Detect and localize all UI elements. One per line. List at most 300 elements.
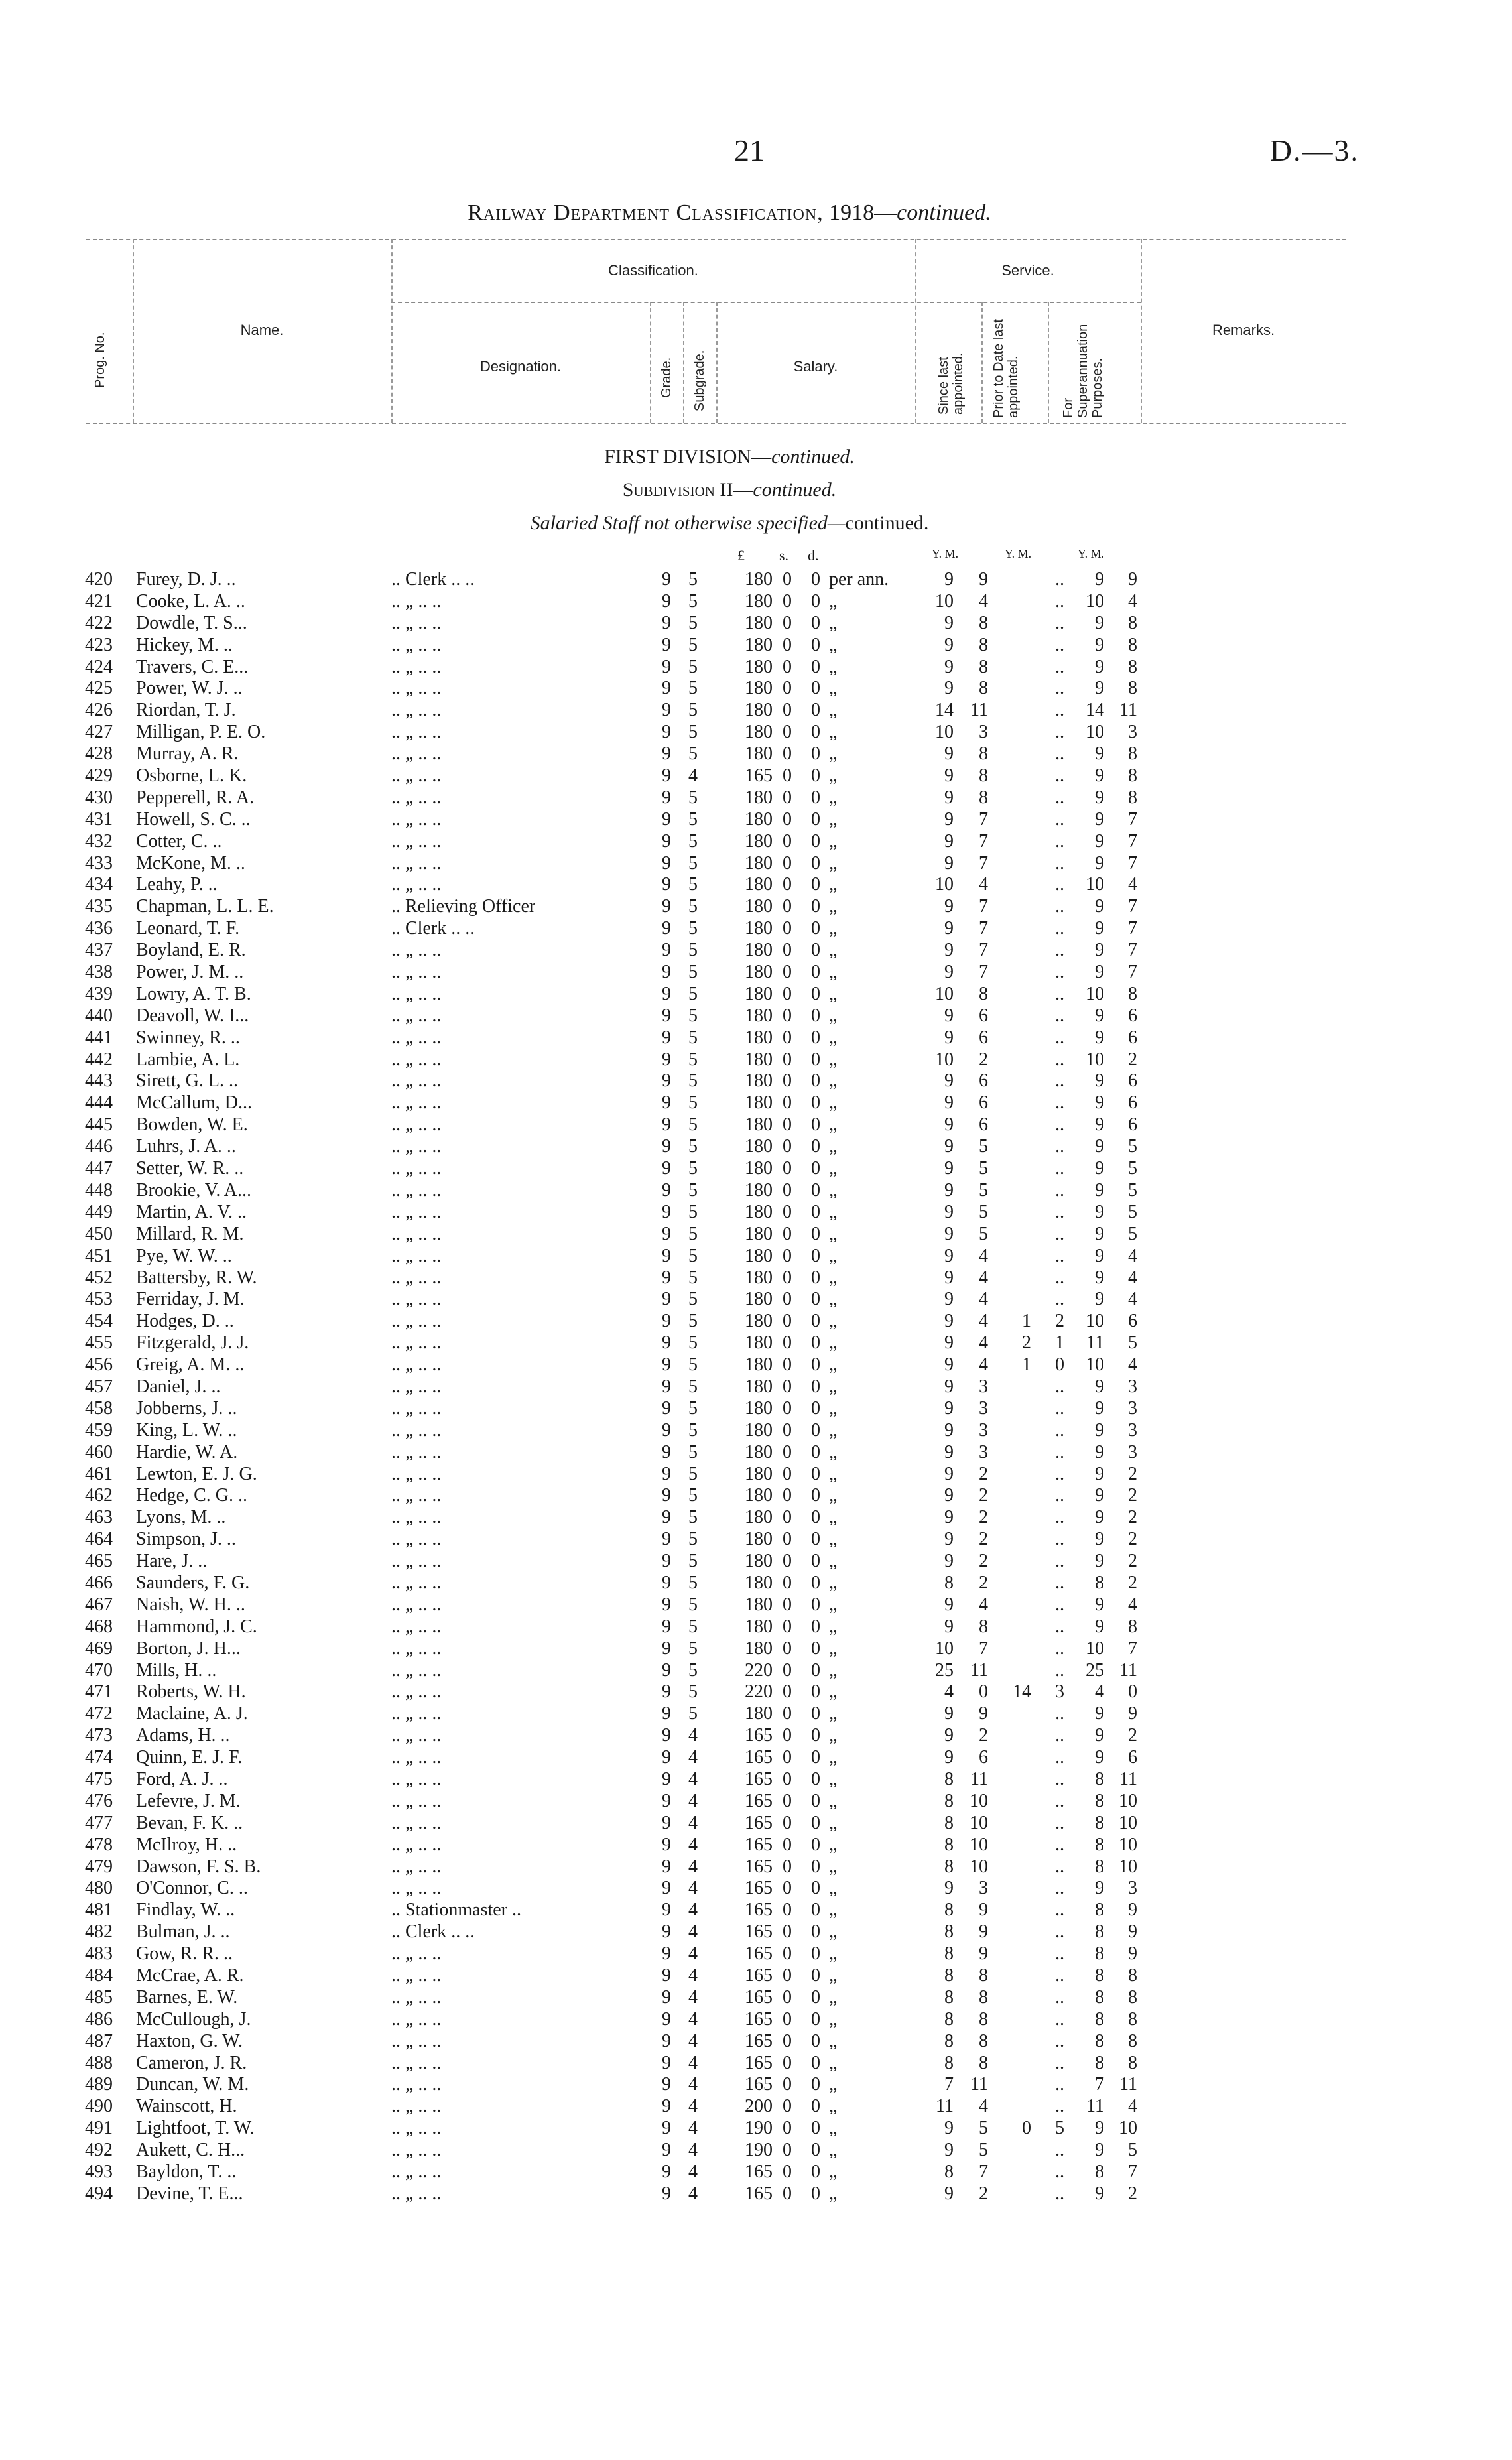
salary-pence: 0	[811, 1878, 820, 1899]
employee-name: Boyland, E. R.	[136, 940, 246, 961]
since-last-months: 4	[979, 1245, 988, 1266]
since-last-years: 8	[944, 1943, 954, 1965]
salary-period: „	[829, 1965, 838, 1986]
since-last-months: 8	[979, 634, 988, 655]
grade: 9	[662, 918, 671, 939]
super-years: 11	[1086, 2096, 1104, 2117]
super-years: 10	[1086, 722, 1104, 743]
since-last-months: 2	[979, 1507, 988, 1528]
designation: .. „ .. ..	[391, 1441, 442, 1462]
salary-pence: 0	[811, 1376, 820, 1397]
since-last-years: 9	[944, 1201, 954, 1222]
grade: 9	[662, 1332, 671, 1354]
table-row	[0, 853, 1512, 875]
staff-heading	[199, 512, 1260, 535]
since-last-years: 10	[935, 983, 954, 1004]
super-years: 9	[1095, 1878, 1104, 1899]
salary-period: „	[829, 590, 838, 612]
table-row	[0, 1681, 1512, 1703]
super-months: 8	[1128, 678, 1137, 699]
since-last-months: 9	[979, 1900, 988, 1921]
employee-name: Millard, R. M.	[136, 1223, 244, 1244]
designation: .. „ .. ..	[391, 2052, 442, 2073]
since-last-months: 4	[979, 1332, 988, 1354]
salary-pounds: 180	[745, 983, 773, 1004]
salary-shillings: 0	[783, 1703, 792, 1724]
salary-pence: 0	[811, 1594, 820, 1615]
prog-number: 457	[85, 1376, 113, 1397]
salary-shillings: 0	[783, 2030, 792, 2051]
salary-pence: 0	[811, 1179, 820, 1200]
header-prior-to: Prior to Date last appointed.	[991, 319, 1021, 418]
since-last-years: 9	[944, 1332, 954, 1354]
salary-pence: 0	[811, 765, 820, 787]
super-years: 9	[1095, 1747, 1104, 1768]
prog-number: 465	[85, 1551, 113, 1572]
table-row	[0, 787, 1512, 809]
prog-number: 471	[85, 1681, 113, 1703]
salary-shillings: 0	[783, 1441, 792, 1462]
super-years: 9	[1095, 1027, 1104, 1048]
prior-months: ..	[1055, 590, 1064, 612]
super-months: 8	[1128, 1616, 1137, 1637]
salary-pounds: 165	[745, 2008, 773, 2030]
prog-number: 435	[85, 896, 113, 917]
super-months: 8	[1128, 2052, 1137, 2073]
salary-shillings: 0	[783, 1223, 792, 1244]
super-months: 10	[1119, 1790, 1137, 1811]
salary-pounds: 180	[745, 1397, 773, 1419]
salary-shillings: 0	[783, 2096, 792, 2117]
super-years: 9	[1095, 1070, 1104, 1092]
grade: 9	[662, 744, 671, 765]
since-last-months: 9	[979, 1703, 988, 1724]
subgrade: 4	[688, 765, 698, 787]
salary-period: „	[829, 1049, 838, 1070]
header-service: Service.	[1001, 262, 1054, 279]
employee-name: Duncan, W. M.	[136, 2074, 249, 2095]
salary-shillings: 0	[783, 1572, 792, 1593]
super-years: 9	[1095, 634, 1104, 655]
salary-pence: 0	[811, 1616, 820, 1637]
salary-pounds: 180	[745, 1485, 773, 1506]
prior-years: 2	[1022, 1332, 1031, 1354]
salary-pence: 0	[811, 1986, 820, 2008]
prior-months: ..	[1055, 1070, 1064, 1092]
salary-period: „	[829, 765, 838, 787]
since-last-years: 8	[944, 2162, 954, 2183]
subdivision-label: Subdivision II—	[622, 479, 753, 501]
salary-period: „	[829, 1267, 838, 1288]
since-last-months: 10	[970, 1856, 988, 1877]
salary-period: „	[829, 940, 838, 961]
grade: 9	[662, 1158, 671, 1179]
grade: 9	[662, 2074, 671, 2095]
salary-pence: 0	[811, 787, 820, 808]
since-last-months: 5	[979, 1158, 988, 1179]
employee-name: Hardie, W. A.	[136, 1441, 238, 1462]
salary-shillings: 0	[783, 1638, 792, 1659]
subgrade: 5	[688, 1311, 698, 1332]
table-row	[0, 1791, 1512, 1813]
salary-pence: 0	[811, 1812, 820, 1833]
salary-period: „	[829, 1376, 838, 1397]
since-last-years: 25	[935, 1659, 954, 1681]
salary-pence: 0	[811, 940, 820, 961]
since-last-years: 14	[935, 700, 954, 721]
since-last-years: 8	[944, 2030, 954, 2051]
salary-period: „	[829, 787, 838, 808]
salary-pounds: 165	[745, 1812, 773, 1833]
designation: .. „ .. ..	[391, 2074, 442, 2095]
table-row	[0, 765, 1512, 787]
salary-pence: 0	[811, 1136, 820, 1157]
subgrade: 5	[688, 634, 698, 655]
division-continued: continued.	[771, 446, 855, 468]
salary-pounds: 180	[745, 1529, 773, 1550]
salary-pence: 0	[811, 809, 820, 830]
employee-name: Osborne, L. K.	[136, 765, 247, 787]
subgrade: 5	[688, 700, 698, 721]
table-row	[0, 1246, 1512, 1267]
since-last-months: 7	[979, 830, 988, 852]
salary-pounds: 180	[745, 1223, 773, 1244]
designation: .. „ .. ..	[391, 678, 442, 699]
designation: .. „ .. ..	[391, 809, 442, 830]
prog-number: 421	[85, 590, 113, 612]
super-years: 9	[1095, 1267, 1104, 1288]
since-last-months: 7	[979, 2162, 988, 2183]
salary-pence: 0	[811, 1965, 820, 1986]
designation: .. „ .. ..	[391, 962, 442, 983]
salary-pence: 0	[811, 634, 820, 655]
subgrade: 5	[688, 852, 698, 874]
super-months: 6	[1128, 1092, 1137, 1114]
salary-pounds: 165	[745, 1965, 773, 1986]
since-last-months: 4	[979, 1354, 988, 1376]
subgrade: 5	[688, 1485, 698, 1506]
salary-pence: 0	[811, 1245, 820, 1266]
since-last-years: 9	[944, 1529, 954, 1550]
since-last-years: 9	[944, 634, 954, 655]
grade: 9	[662, 1659, 671, 1681]
designation: .. „ .. ..	[391, 2162, 442, 2183]
table-row	[0, 874, 1512, 896]
super-months: 6	[1128, 1747, 1137, 1768]
designation: .. „ .. ..	[391, 1986, 442, 2008]
since-last-months: 6	[979, 1747, 988, 1768]
employee-name: Lowry, A. T. B.	[136, 983, 251, 1004]
prior-years: 14	[1013, 1681, 1031, 1703]
since-last-years: 8	[944, 1834, 954, 1855]
designation: .. „ .. ..	[391, 1485, 442, 1506]
employee-name: Pepperell, R. A.	[136, 787, 255, 808]
since-last-years: 9	[944, 1485, 954, 1506]
prior-months: ..	[1055, 896, 1064, 917]
designation: .. „ .. ..	[391, 1354, 442, 1376]
employee-name: Power, W. J. ..	[136, 678, 243, 699]
table-row	[0, 2031, 1512, 2053]
designation: .. „ .. ..	[391, 1747, 442, 1768]
super-months: 0	[1128, 1681, 1137, 1703]
salary-pounds: 180	[745, 787, 773, 808]
subgrade: 5	[688, 1659, 698, 1681]
super-years: 9	[1095, 1005, 1104, 1026]
prog-number: 433	[85, 852, 113, 874]
super-years: 9	[1095, 809, 1104, 830]
super-months: 8	[1128, 787, 1137, 808]
subgrade: 4	[688, 1812, 698, 1833]
grade: 9	[662, 1986, 671, 2008]
super-months: 5	[1128, 1332, 1137, 1354]
salary-pounds: 200	[745, 2096, 773, 2117]
employee-name: Travers, C. E...	[136, 656, 249, 677]
salary-period: „	[829, 2008, 838, 2030]
subgrade: 4	[688, 2096, 698, 2117]
table-row	[0, 1725, 1512, 1747]
prog-number: 450	[85, 1223, 113, 1244]
since-last-years: 8	[944, 1921, 954, 1943]
super-months: 11	[1119, 2074, 1137, 2095]
subgrade: 4	[688, 2140, 698, 2161]
salary-pence: 0	[811, 1419, 820, 1441]
subgrade: 5	[688, 1223, 698, 1244]
super-months: 2	[1128, 1551, 1137, 1572]
super-months: 3	[1128, 722, 1137, 743]
since-last-months: 5	[979, 2118, 988, 2139]
super-months: 3	[1128, 1441, 1137, 1462]
designation: .. „ .. ..	[391, 852, 442, 874]
salary-period: „	[829, 1179, 838, 1200]
super-years: 9	[1095, 569, 1104, 590]
salary-period: „	[829, 1790, 838, 1811]
designation: .. „ .. ..	[391, 1201, 442, 1222]
subgrade: 4	[688, 2030, 698, 2051]
title-main: Railway Department Classification,	[468, 200, 824, 225]
since-last-years: 9	[944, 1594, 954, 1615]
super-months: 6	[1128, 1114, 1137, 1135]
employee-name: Lyons, M. ..	[136, 1507, 226, 1528]
super-months: 5	[1128, 1136, 1137, 1157]
grade: 9	[662, 1463, 671, 1484]
designation: .. „ .. ..	[391, 1529, 442, 1550]
super-months: 2	[1128, 1507, 1137, 1528]
subgrade: 5	[688, 1441, 698, 1462]
grade: 9	[662, 612, 671, 633]
salary-pence: 0	[811, 1463, 820, 1484]
grade: 9	[662, 1616, 671, 1637]
grade: 9	[662, 1005, 671, 1026]
prior-years: 1	[1022, 1354, 1031, 1376]
salary-shillings: 0	[783, 569, 792, 590]
salary-shillings: 0	[783, 1921, 792, 1943]
super-months: 11	[1119, 700, 1137, 721]
salary-pounds: 180	[745, 1419, 773, 1441]
title-continued: continued.	[897, 200, 991, 225]
table-row	[0, 635, 1512, 657]
prog-number: 449	[85, 1201, 113, 1222]
salary-shillings: 0	[783, 1267, 792, 1288]
since-last-years: 7	[944, 2074, 954, 2095]
since-last-months: 9	[979, 569, 988, 590]
subgrade: 5	[688, 1616, 698, 1637]
since-last-months: 8	[979, 1616, 988, 1637]
table-row	[0, 1987, 1512, 2009]
since-last-years: 9	[944, 1223, 954, 1244]
salary-pounds: 180	[745, 1507, 773, 1528]
designation: .. „ .. ..	[391, 1397, 442, 1419]
since-last-months: 4	[979, 1311, 988, 1332]
table-row	[0, 678, 1512, 700]
salary-shillings: 0	[783, 1397, 792, 1419]
super-years: 9	[1095, 918, 1104, 939]
prog-number: 484	[85, 1965, 113, 1986]
since-last-months: 4	[979, 2096, 988, 2117]
subgrade: 5	[688, 612, 698, 633]
employee-name: Murray, A. R.	[136, 744, 239, 765]
subgrade: 4	[688, 1790, 698, 1811]
table-row	[0, 1202, 1512, 1224]
designation: .. „ .. ..	[391, 1158, 442, 1179]
grade: 9	[662, 2118, 671, 2139]
salary-shillings: 0	[783, 1856, 792, 1877]
grade: 9	[662, 830, 671, 852]
salary-pounds: 180	[745, 656, 773, 677]
grade: 9	[662, 1092, 671, 1114]
since-last-months: 3	[979, 1419, 988, 1441]
subgrade: 4	[688, 1725, 698, 1746]
grade: 9	[662, 1747, 671, 1768]
since-last-years: 8	[944, 1856, 954, 1877]
super-years: 9	[1095, 765, 1104, 787]
salary-shillings: 0	[783, 700, 792, 721]
since-last-months: 8	[979, 2008, 988, 2030]
salary-shillings: 0	[783, 1551, 792, 1572]
grade: 9	[662, 809, 671, 830]
since-last-years: 9	[944, 656, 954, 677]
salary-pounds: 180	[745, 1245, 773, 1266]
since-last-months: 3	[979, 1376, 988, 1397]
salary-period: „	[829, 1201, 838, 1222]
subgrade: 5	[688, 1397, 698, 1419]
salary-shillings: 0	[783, 1136, 792, 1157]
salary-pence: 0	[811, 1790, 820, 1811]
designation: .. „ .. ..	[391, 1267, 442, 1288]
salary-shillings: 0	[783, 1594, 792, 1615]
prog-number: 438	[85, 962, 113, 983]
super-months: 3	[1128, 1397, 1137, 1419]
since-last-months: 8	[979, 765, 988, 787]
since-last-months: 9	[979, 1921, 988, 1943]
employee-name: Lewton, E. J. G.	[136, 1463, 257, 1484]
super-years: 8	[1095, 2052, 1104, 2073]
subgrade: 4	[688, 1878, 698, 1899]
salary-period: „	[829, 1900, 838, 1921]
salary-period: „	[829, 1223, 838, 1244]
grade: 9	[662, 1681, 671, 1703]
prior-months: ..	[1055, 1703, 1064, 1724]
since-last-years: 9	[944, 1376, 954, 1397]
salary-pence: 0	[811, 656, 820, 677]
since-last-months: 8	[979, 1965, 988, 1986]
subgrade: 5	[688, 569, 698, 590]
salary-pence: 0	[811, 2074, 820, 2095]
salary-pounds: 180	[745, 569, 773, 590]
super-months: 4	[1128, 1245, 1137, 1266]
salary-pence: 0	[811, 962, 820, 983]
super-years: 10	[1086, 1311, 1104, 1332]
employee-name: Simpson, J. ..	[136, 1529, 236, 1550]
salary-pence: 0	[811, 1529, 820, 1550]
designation: .. „ .. ..	[391, 1049, 442, 1070]
since-last-years: 8	[944, 1986, 954, 2008]
salary-shillings: 0	[783, 765, 792, 787]
prog-number: 461	[85, 1463, 113, 1484]
salary-shillings: 0	[783, 1681, 792, 1703]
super-months: 4	[1128, 590, 1137, 612]
grade: 9	[662, 1201, 671, 1222]
prog-number: 431	[85, 809, 113, 830]
prior-months: ..	[1055, 1485, 1064, 1506]
salary-pence: 0	[811, 590, 820, 612]
super-months: 6	[1128, 1027, 1137, 1048]
grade: 9	[662, 1834, 671, 1855]
super-years: 8	[1095, 1986, 1104, 2008]
grade: 9	[662, 1790, 671, 1811]
subdivision-heading	[199, 479, 1260, 501]
subgrade: 4	[688, 2118, 698, 2139]
since-last-years: 9	[944, 1725, 954, 1746]
prior-months: ..	[1055, 962, 1064, 983]
super-years: 9	[1095, 1158, 1104, 1179]
designation: .. Relieving Officer	[391, 896, 536, 917]
prior-months: ..	[1055, 1136, 1064, 1157]
salary-pence: 0	[811, 830, 820, 852]
designation: .. „ .. ..	[391, 1114, 442, 1135]
prog-number: 493	[85, 2162, 113, 2183]
salary-period: „	[829, 1245, 838, 1266]
super-months: 11	[1119, 1659, 1137, 1681]
super-years: 9	[1095, 1092, 1104, 1114]
super-years: 9	[1095, 1136, 1104, 1157]
super-years: 14	[1086, 700, 1104, 721]
table-row	[0, 1660, 1512, 1682]
since-last-years: 8	[944, 2008, 954, 2030]
employee-name: Barnes, E. W.	[136, 1986, 238, 2008]
salary-pence: 0	[811, 678, 820, 699]
grade: 9	[662, 569, 671, 590]
salary-pounds: 180	[745, 809, 773, 830]
designation: .. „ .. ..	[391, 700, 442, 721]
since-last-months: 6	[979, 1027, 988, 1048]
super-years: 10	[1086, 1049, 1104, 1070]
since-last-months: 8	[979, 1986, 988, 2008]
prior-months: 2	[1055, 1311, 1064, 1332]
employee-name: Howell, S. C. ..	[136, 809, 251, 830]
designation: .. „ .. ..	[391, 1703, 442, 1724]
employee-name: Sirett, G. L. ..	[136, 1070, 238, 1092]
subgrade: 5	[688, 1005, 698, 1026]
subgrade: 4	[688, 2074, 698, 2095]
prog-number: 436	[85, 918, 113, 939]
super-years: 9	[1095, 1507, 1104, 1528]
super-months: 2	[1128, 1725, 1137, 1746]
grade: 9	[662, 1245, 671, 1266]
salary-shillings: 0	[783, 830, 792, 852]
designation: .. „ .. ..	[391, 983, 442, 1004]
table-row	[0, 2162, 1512, 2183]
prior-months: ..	[1055, 1594, 1064, 1615]
